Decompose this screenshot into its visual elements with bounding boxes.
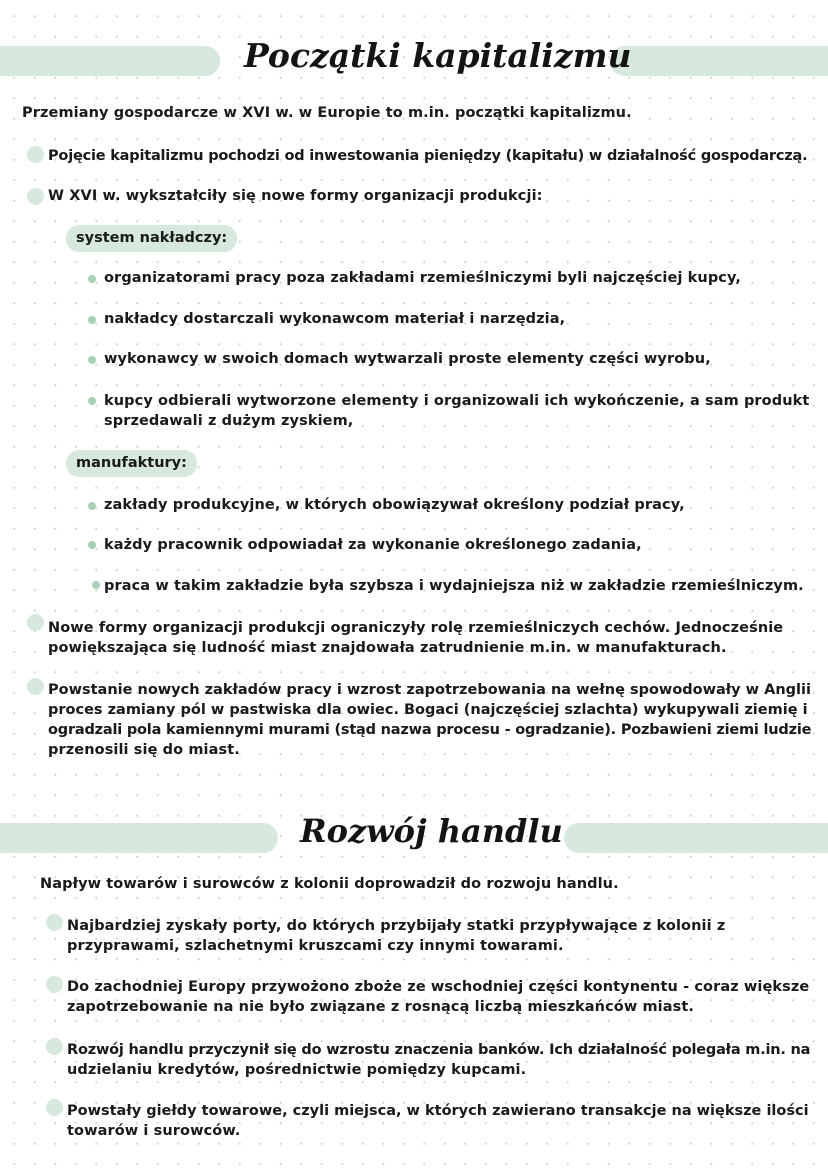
bullet-text: towarów i surowców. bbox=[67, 1123, 241, 1139]
sub-bullet-dot bbox=[88, 356, 96, 364]
bullet-text: udzielaniu kredytów, pośrednictwie pomiędzy kupcami. bbox=[67, 1062, 527, 1078]
bullet-text: Powstanie nowych zakładów pracy i wzrost zapotrzebowania na wełnę spowodowały w Anglii bbox=[48, 682, 811, 698]
bullet-dot bbox=[27, 614, 44, 631]
sub-bullet-text: sprzedawali z dużym zyskiem, bbox=[104, 413, 354, 429]
bullet-dot bbox=[27, 678, 44, 695]
sub-bullet-text: praca w takim zakładzie była szybsza i wydajniejsza niż w zakładzie rzemieślniczym. bbox=[104, 578, 804, 594]
sub-bullet-dot bbox=[88, 275, 96, 283]
sub-bullet-text: organizatorami pracy poza zakładami rzemieślniczymi byli najczęściej kupcy, bbox=[104, 270, 742, 286]
section-title: Rozwój handlu bbox=[300, 812, 563, 850]
sub-bullet-text: zakłady produkcyjne, w których obowiązywał określony podział pracy, bbox=[104, 497, 685, 513]
label-manufaktury: manufaktury: bbox=[66, 450, 197, 477]
bullet-dot bbox=[27, 146, 44, 163]
bullet-text: W XVI w. wykształciły się nowe formy organizacji produkcji: bbox=[48, 188, 543, 204]
bullet-text: Do zachodniej Europy przywożono zboże ze wschodniej części kontynentu - coraz większe bbox=[67, 979, 810, 995]
bullet-text: przyprawami, szlachetnymi kruszcami czy innymi towarami. bbox=[67, 938, 564, 954]
intro-text: Przemiany gospodarcze w XVI w. w Europie to m.in. początki kapitalizmu. bbox=[22, 105, 632, 121]
bullet-text: ogradzali pola kamiennymi murami (stąd nazwa procesu - ogradzanie). Pozbawieni ziemi ludzie bbox=[48, 722, 812, 738]
bullet-text: proces zamiany pól w pastwiska dla owiec. Bogaci (najczęściej szlachta) wykupywali ziemię i bbox=[48, 702, 808, 718]
title-band-left bbox=[0, 46, 220, 76]
bullet-dot bbox=[46, 976, 63, 993]
sub-bullet-text: kupcy odbierali wytworzone elementy i organizowali ich wykończenie, a sam produkt bbox=[104, 393, 810, 409]
bullet-text: powiększająca się ludność miast znajdowała zatrudnienie m.in. w manufakturach. bbox=[48, 640, 727, 656]
title-band-right bbox=[610, 46, 828, 76]
sub-bullet-text: każdy pracownik odpowiadał za wykonanie określonego zadania, bbox=[104, 537, 642, 553]
sub-bullet-dot bbox=[88, 541, 96, 549]
sub-bullet-text: wykonawcy w swoich domach wytwarzali proste elementy części wyrobu, bbox=[104, 351, 711, 367]
label-system-nakladczy: system nakładczy: bbox=[66, 225, 237, 252]
title-band-right bbox=[564, 823, 828, 853]
sub-bullet-dot bbox=[88, 316, 96, 324]
title-band-left bbox=[0, 823, 278, 853]
bullet-dot bbox=[46, 1038, 63, 1055]
bullet-dot bbox=[46, 914, 63, 931]
sub-bullet-text: nakładcy dostarczali wykonawcom materiał i narzędzia, bbox=[104, 311, 566, 327]
bullet-text: przenosili się do miast. bbox=[48, 742, 240, 758]
bullet-dot bbox=[27, 188, 44, 205]
sub-bullet-dot bbox=[92, 581, 100, 589]
page-title: Początki kapitalizmu bbox=[244, 36, 632, 75]
sub-bullet-dot bbox=[88, 502, 96, 510]
bullet-text: Pojęcie kapitalizmu pochodzi od inwestowania pieniędzy (kapitału) w działalność gospodarczą. bbox=[48, 148, 808, 164]
bullet-text: Rozwój handlu przyczynił się do wzrostu znaczenia banków. Ich działalność polegała m.in. na bbox=[67, 1042, 811, 1058]
bullet-text: zapotrzebowanie na nie było związane z rosnącą liczbą mieszkańców miast. bbox=[67, 999, 695, 1015]
bullet-text: Najbardziej zyskały porty, do których przybijały statki przypływające z kolonii z bbox=[67, 918, 726, 934]
intro-text: Napływ towarów i surowców z kolonii doprowadził do rozwoju handlu. bbox=[40, 876, 619, 892]
bullet-dot bbox=[46, 1099, 63, 1116]
bullet-text: Nowe formy organizacji produkcji ograniczyły rolę rzemieślniczych cechów. Jednocześnie bbox=[48, 620, 784, 636]
sub-bullet-dot bbox=[88, 397, 96, 405]
bullet-text: Powstały giełdy towarowe, czyli miejsca, w których zawierano transakcje na większe ilości bbox=[67, 1103, 809, 1119]
